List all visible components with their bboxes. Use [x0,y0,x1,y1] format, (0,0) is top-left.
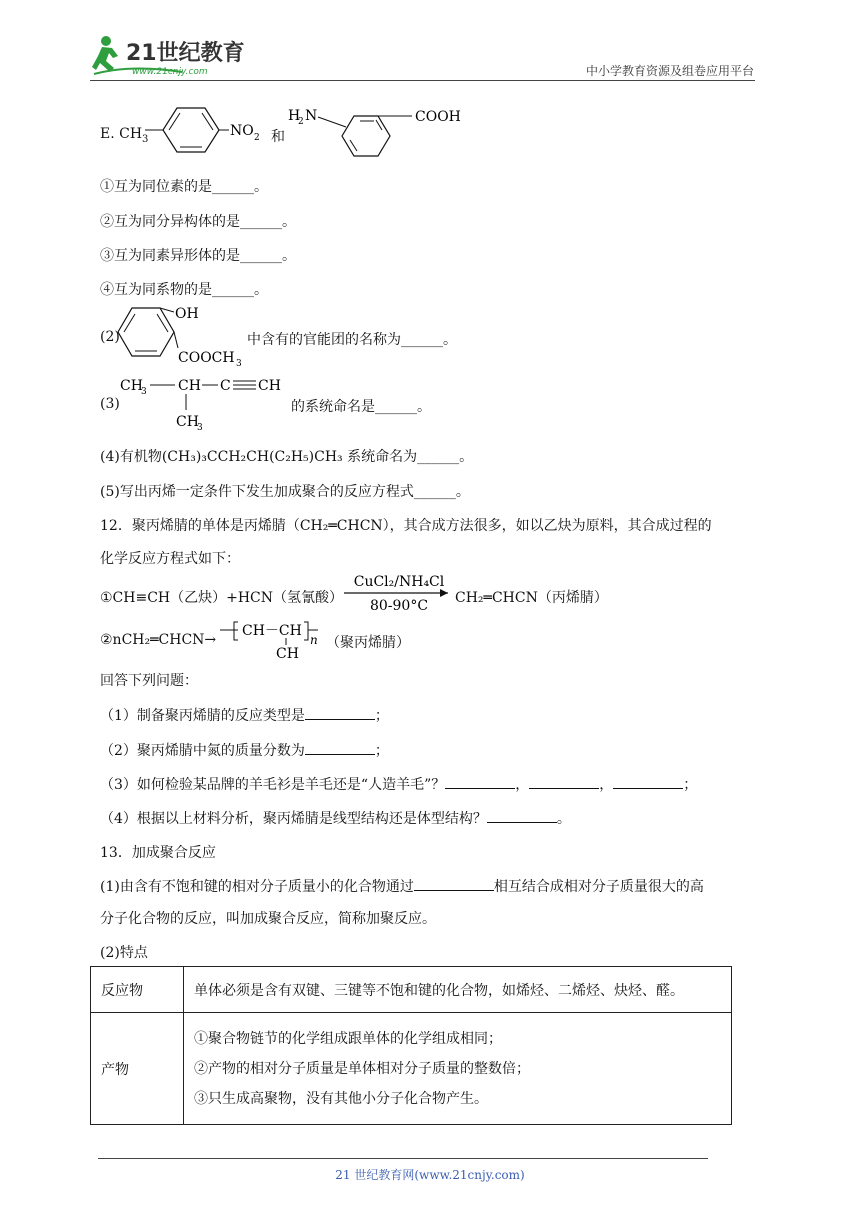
q11-sub2: ②互为同分异构体的是______。 [100,214,296,230]
ester-sub: 3 [236,359,242,369]
q12-intro-line2: 化学反应方程式如下： [100,551,240,567]
methyl-salicylate-structure [112,302,252,370]
methyl-left-sub: 3 [141,387,147,397]
polymer-n: n [310,633,318,647]
nitro-label: NO [230,123,254,139]
platform-name: 中小学教育资源及组卷应用平台 [585,64,754,78]
eq1-right: CH₂═CHCN（丙烯腈） [455,590,608,606]
q11-part5: (5)写出丙烯一定条件下发生加成聚合的反应方程式______。 [100,484,470,500]
site-logo [92,34,262,80]
q12-sub3: （3）如何检验某品牌的羊毛衫是羊毛还是“人造羊毛”？ ， ， ； [100,774,697,794]
table-row [91,1013,732,1125]
eq2-right: （聚丙烯腈） [326,635,410,651]
q11-sub3: ③互为同素异形体的是______。 [100,248,296,264]
q11-sub4: ④互为同系物的是______。 [100,282,268,298]
q13-part2: (2)特点 [100,945,148,961]
q12-intro-line1: 12．聚丙烯腈的单体是丙烯腈（CH₂═CHCN），其合成方法很多，如以乙炔为原料，其合成过程的 [100,518,712,534]
alkyne-c: C [220,378,231,394]
polymer-backbone: CH－CH [242,623,302,639]
methyl-branch: CH [176,414,199,430]
nitro-sub: 2 [254,133,260,143]
amine-sub: 2 [298,117,304,127]
aminobenzoic-acid-structure [288,100,473,162]
table-cell-reactant-body: 单体必须是含有双键、三键等不饱和键的化合物，如烯烃、二烯烃、炔烃、醛。 [184,967,732,1013]
carboxyl-label: COOH [415,109,461,125]
q11-part3-label: (3) [100,396,120,412]
polyacrylonitrile-structure [218,618,328,660]
q11-part2-text: 中含有的官能团的名称为______。 [247,332,457,348]
methyl-left: CH [120,378,143,394]
table-row [91,967,732,1013]
and-word: 和 [271,129,285,145]
q11-part4: (4)有机物(CH₃)₃CCH₂CH(C₂H₅)CH₃ 系统命名为______。 [100,449,474,465]
q11-part3-text: 的系统命名是______。 [291,399,431,415]
product-point-3: ③只生成高聚物，没有其他小分子化合物产生。 [194,1090,488,1107]
methyl-branch-sub: 3 [197,423,203,430]
table-cell-reactant-head: 反应物 [91,967,184,1013]
q13-title: 13．加成聚合反应 [100,845,216,861]
eq1-left: ①CH≡CH（乙炔）+HCN（氢氰酸） [100,590,344,606]
product-point-2: ②产物的相对分子质量是单体相对分子质量的整数倍； [194,1060,530,1077]
amine-n: N [305,108,318,124]
logo-text: 21世纪教育 [126,41,245,66]
option-e-label: E. $CH_3$ [100,126,149,145]
methylbutyne-structure [118,372,290,430]
arrow-condition-bottom: 80-90°C [369,598,429,614]
q12-sub4: （4）根据以上材料分析，聚丙烯腈是线型结构还是体型结构？ 。 [100,808,571,828]
table-cell-product-body [184,1013,732,1125]
amine-h: H [288,108,301,124]
reaction-arrow [344,572,454,616]
alkyne-ch: CH [258,378,281,394]
product-point-1: ①聚合物链节的化学组成跟单体的化学组成相同； [194,1030,502,1047]
q13-part1-line1: (1)由含有不饱和键的相对分子质量小的化合物通过 相互结合成相对分子质量很大的高 [100,876,704,896]
eq2-left: ②nCH₂═CHCN→ [100,632,217,648]
polymer-side: CH [276,646,299,660]
arrow-condition-top: CuCl₂/NH₄Cl [353,574,445,590]
hydroxyl-label: OH [175,306,199,322]
q11-part2-label: (2) [100,329,120,345]
footer-text[interactable]: 21 世纪教育网(www.21cnjy.com) [335,1168,525,1182]
header-divider [90,80,755,81]
characteristics-table [90,966,732,1125]
q13-part1-line2: 分子化合物的反应，叫加成聚合反应，简称加聚反应。 [100,911,436,927]
q12-sub2: （2）聚丙烯腈中氮的质量分数为 ； [100,740,389,760]
ester-label: COOCH [178,350,235,366]
methine: CH [178,378,201,394]
q12-sub1: （1）制备聚丙烯腈的反应类型是 ； [100,705,389,725]
nitrotoluene-structure [145,100,265,160]
q12-answer-prompt: 回答下列问题： [100,673,198,689]
runner-icon [92,36,118,72]
logo-url: www.21cnjy.com [132,67,208,77]
table-cell-product-head: 产物 [91,1013,184,1125]
q11-sub1: ①互为同位素的是______。 [100,179,268,195]
footer-divider [98,1158,708,1159]
